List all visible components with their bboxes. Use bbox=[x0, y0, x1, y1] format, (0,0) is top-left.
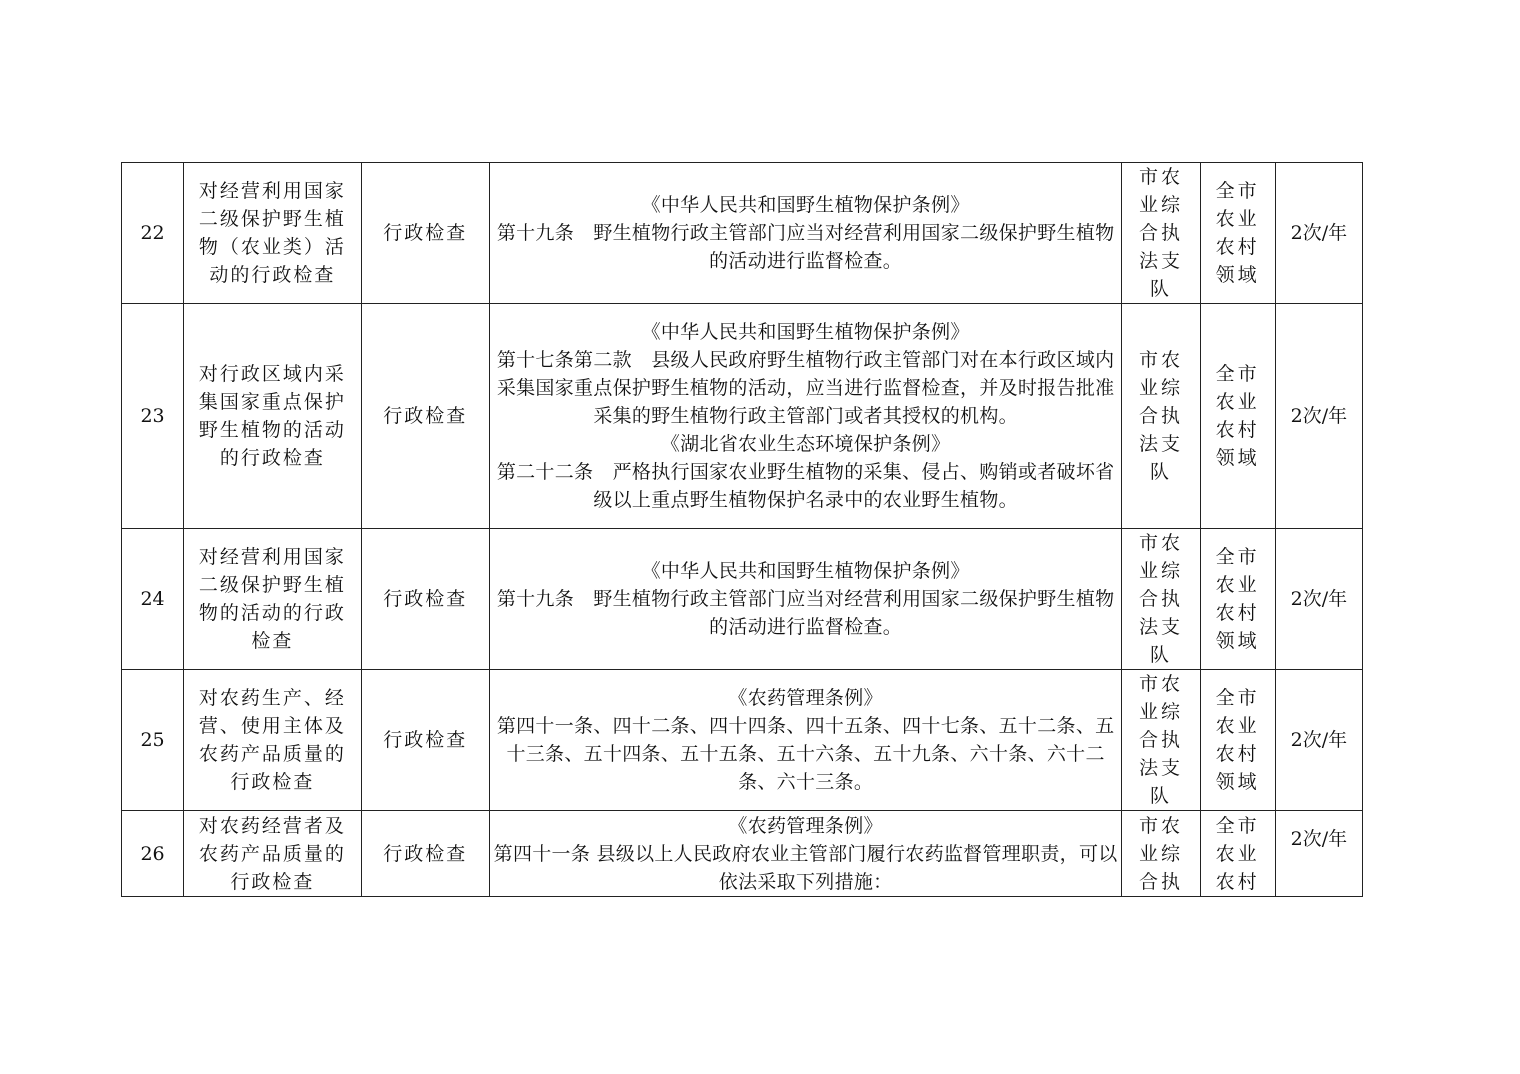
table-row bbox=[122, 670, 1363, 811]
table-row bbox=[122, 163, 1363, 304]
row-number: 23 bbox=[122, 304, 184, 529]
scope-cell bbox=[1200, 529, 1275, 670]
table-row bbox=[122, 529, 1363, 670]
responsible-dept: 市农业综合执法支队 bbox=[1138, 166, 1183, 300]
inspection-type: 行政检查 bbox=[383, 222, 468, 244]
type-cell bbox=[361, 811, 489, 897]
item-name: 对经营利用国家二级保护野生植物的活动的行政检查 bbox=[198, 546, 346, 652]
item-cell bbox=[184, 304, 361, 529]
responsible-dept: 市农业综合执法支队 bbox=[1138, 349, 1183, 483]
legal-basis-line: 第四十一条、四十二条、四十四条、四十五条、四十七条、五十二条、五十三条、五十四条、五十五条、五十六条、五十九条、六十条、六十二条、六十三条。 bbox=[496, 715, 1115, 793]
freq-cell bbox=[1275, 163, 1362, 304]
freq-cell bbox=[1275, 670, 1362, 811]
dept-cell bbox=[1122, 304, 1200, 529]
inspection-frequency: 2次/年 bbox=[1290, 405, 1348, 427]
legal-basis-line: 第十九条 野生植物行政主管部门应当对经营利用国家二级保护野生植物的活动进行监督检查。 bbox=[496, 588, 1115, 638]
responsible-dept: 市农业综合执法支队 bbox=[1138, 673, 1183, 807]
type-cell bbox=[361, 529, 489, 670]
scope-cell bbox=[1200, 304, 1275, 529]
item-name: 对经营利用国家二级保护野生植物（农业类）活动的行政检查 bbox=[198, 180, 346, 286]
inspection-scope: 全市农业农村 bbox=[1215, 815, 1260, 893]
inspection-frequency: 2次/年 bbox=[1290, 828, 1348, 850]
responsible-dept: 市农业综合执法支队 bbox=[1138, 532, 1183, 666]
freq-cell bbox=[1275, 811, 1362, 897]
row-number: 26 bbox=[122, 811, 184, 897]
inspection-type: 行政检查 bbox=[383, 405, 468, 427]
freq-cell bbox=[1275, 529, 1362, 670]
scope-cell bbox=[1200, 811, 1275, 897]
dept-cell bbox=[1122, 670, 1200, 811]
legal-basis-line: 《中华人民共和国野生植物保护条例》 bbox=[641, 560, 970, 582]
dept-cell bbox=[1122, 811, 1200, 897]
legal-basis-line: 第十九条 野生植物行政主管部门应当对经营利用国家二级保护野生植物的活动进行监督检查。 bbox=[496, 222, 1115, 272]
inspection-frequency: 2次/年 bbox=[1290, 222, 1348, 244]
legal-basis-line: 《湖北省农业生态环境保护条例》 bbox=[660, 433, 951, 455]
type-cell bbox=[361, 163, 489, 304]
legal-basis-cell bbox=[489, 304, 1122, 529]
legal-basis-line: 《中华人民共和国野生植物保护条例》 bbox=[641, 194, 970, 216]
legal-basis-line: 第四十一条 县级以上人民政府农业主管部门履行农药监督管理职责，可以依法采取下列措施： bbox=[493, 843, 1118, 893]
responsible-dept: 市农业综合执 bbox=[1138, 815, 1183, 893]
dept-cell bbox=[1122, 163, 1200, 304]
inspection-type: 行政检查 bbox=[383, 842, 468, 865]
row-number: 24 bbox=[122, 529, 184, 670]
table-row bbox=[122, 811, 1363, 897]
inspection-scope: 全市农业农村领域 bbox=[1215, 180, 1260, 286]
legal-basis-cell bbox=[489, 670, 1122, 811]
legal-basis-line: 《农药管理条例》 bbox=[728, 687, 883, 709]
item-cell bbox=[184, 670, 361, 811]
table-row bbox=[122, 304, 1363, 529]
legal-basis-cell bbox=[489, 529, 1122, 670]
row-number: 22 bbox=[122, 163, 184, 304]
type-cell bbox=[361, 304, 489, 529]
inspection-type: 行政检查 bbox=[383, 729, 468, 751]
type-cell bbox=[361, 670, 489, 811]
item-name: 对农药经营者及农药产品质量的行政检查 bbox=[198, 814, 346, 893]
inspection-scope: 全市农业农村领域 bbox=[1215, 363, 1260, 469]
item-cell bbox=[184, 811, 361, 897]
legal-basis-line: 《农药管理条例》 bbox=[728, 815, 883, 837]
inspection-scope: 全市农业农村领域 bbox=[1215, 687, 1260, 793]
item-cell bbox=[184, 163, 361, 304]
item-name: 对行政区域内采集国家重点保护野生植物的活动的行政检查 bbox=[198, 363, 346, 469]
row-number: 25 bbox=[122, 670, 184, 811]
item-cell bbox=[184, 529, 361, 670]
legal-basis-line: 《中华人民共和国野生植物保护条例》 bbox=[641, 321, 970, 343]
inspection-table bbox=[121, 162, 1363, 897]
dept-cell bbox=[1122, 529, 1200, 670]
inspection-frequency: 2次/年 bbox=[1290, 588, 1348, 610]
legal-basis-cell bbox=[489, 163, 1122, 304]
legal-basis-line: 第二十二条 严格执行国家农业野生植物的采集、侵占、购销或者破坏省级以上重点野生植物保护名录中的农业野生植物。 bbox=[496, 461, 1115, 511]
inspection-type: 行政检查 bbox=[383, 588, 468, 610]
item-name: 对农药生产、经营、使用主体及农药产品质量的行政检查 bbox=[198, 687, 346, 793]
legal-basis-cell bbox=[489, 811, 1122, 897]
scope-cell bbox=[1200, 670, 1275, 811]
freq-cell bbox=[1275, 304, 1362, 529]
legal-basis-line: 第十七条第二款 县级人民政府野生植物行政主管部门对在本行政区域内采集国家重点保护野生植物的活动，应当进行监督检查，并及时报告批准采集的野生植物行政主管部门或者其授权的机构。 bbox=[496, 349, 1115, 427]
inspection-frequency: 2次/年 bbox=[1290, 729, 1348, 751]
scope-cell bbox=[1200, 163, 1275, 304]
inspection-scope: 全市农业农村领域 bbox=[1215, 546, 1260, 652]
